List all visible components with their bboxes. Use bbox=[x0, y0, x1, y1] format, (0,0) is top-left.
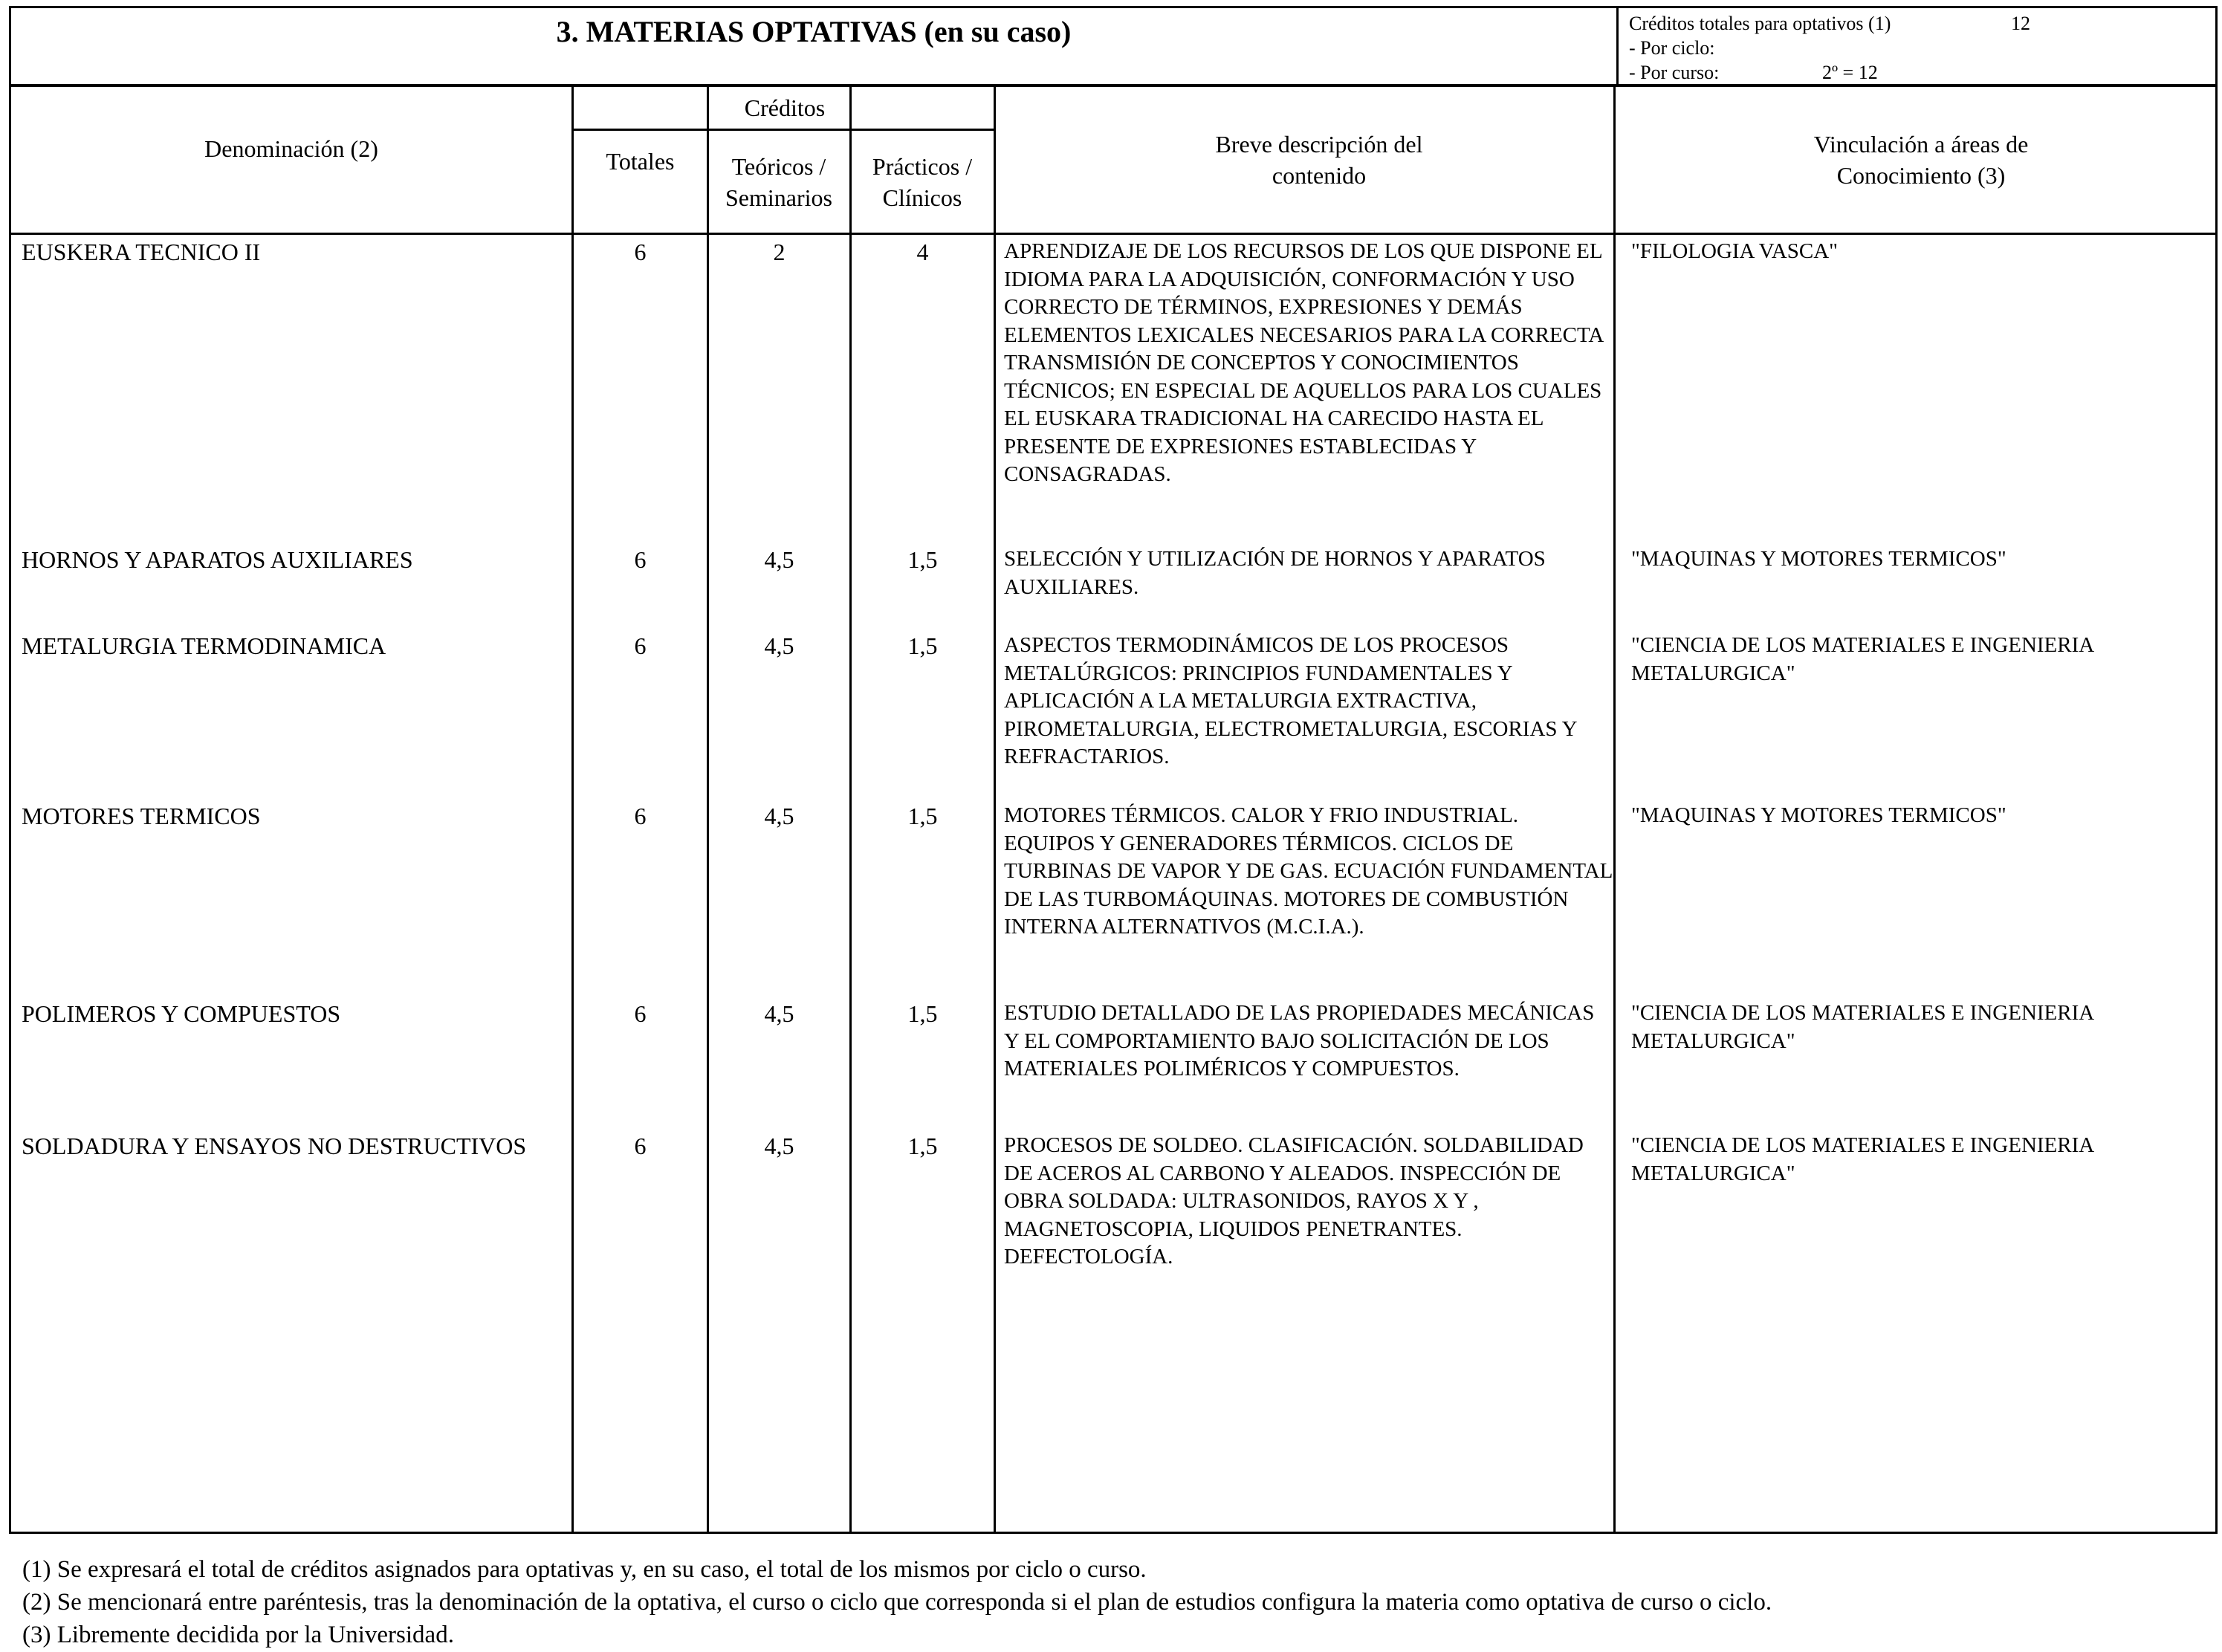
grid-line bbox=[11, 233, 2215, 235]
subject-description: MOTORES TÉRMICOS. CALOR Y FRIO INDUSTRIAL. EQUIPOS Y GENERADORES TÉRMICOS. CICLOS DE TURBINAS DE VAPOR Y DE GAS. ECUACIÓN FUNDAMENTAL DE LAS TURBOMÁQUINAS. MOTORES DE COMBUSTIÓN INTERNA ALTERNATIVOS (M.C.I.A.). bbox=[1004, 803, 1613, 939]
credits-total-value: 12 bbox=[2011, 13, 2030, 34]
credits-practicos: 1,5 bbox=[907, 632, 938, 659]
col-header-practicos: Prácticos / Clínicos bbox=[872, 152, 973, 211]
section-header bbox=[9, 6, 2218, 86]
credits-teoricos: 4,5 bbox=[764, 1133, 794, 1159]
footnote: (1) Se expresará el total de créditos asignados para optativas y, en su caso, el total de los mismos por ciclo o curso. bbox=[22, 1556, 1147, 1583]
credits-teoricos: 4,5 bbox=[764, 546, 794, 573]
subject-name: HORNOS Y APARATOS AUXILIARES bbox=[22, 546, 413, 573]
col-header-totales: Totales bbox=[606, 148, 675, 175]
credits-totales: 6 bbox=[634, 632, 647, 659]
credits-practicos: 1,5 bbox=[907, 803, 938, 829]
credits-practicos: 1,5 bbox=[907, 546, 938, 573]
knowledge-area: "CIENCIA DE LOS MATERIALES E INGENIERIA METALURGICA" bbox=[1631, 1001, 2093, 1053]
col-header-teoricos: Teóricos / Seminarios bbox=[725, 152, 832, 211]
col-header-descripcion: Breve descripción del contenido bbox=[1215, 131, 1423, 189]
knowledge-area: "CIENCIA DE LOS MATERIALES E INGENIERIA METALURGICA" bbox=[1631, 633, 2093, 685]
per-cycle-line bbox=[1629, 36, 2205, 60]
col-header-denominacion: Denominación (2) bbox=[204, 135, 378, 162]
col-header-vinculacion: Vinculación a áreas de Conocimiento (3) bbox=[1813, 131, 2029, 189]
credits-summary bbox=[1616, 8, 2215, 84]
subject-description: PROCESOS DE SOLDEO. CLASIFICACIÓN. SOLDABILIDAD DE ACEROS AL CARBONO Y ALEADOS. INSPECCIÓN DE OBRA SOLDADA: ULTRASONIDOS, RAYOS X Y , MAGNETOSCOPIA, LIQUIDOS PENETRANTES. DEFECTOLOGÍA. bbox=[1004, 1133, 1584, 1269]
credits-totales: 6 bbox=[634, 546, 647, 573]
section-title: 3. MATERIAS OPTATIVAS (en su caso) bbox=[556, 15, 1072, 48]
credits-teoricos: 4,5 bbox=[764, 632, 794, 659]
per-course-value: 2º = 12 bbox=[1822, 62, 1878, 83]
credits-teoricos: 2 bbox=[773, 239, 786, 265]
knowledge-area: "MAQUINAS Y MOTORES TERMICOS" bbox=[1631, 803, 2006, 827]
col-header-creditos: Créditos bbox=[744, 94, 826, 121]
footnotes bbox=[22, 1553, 1772, 1651]
subject-description: APRENDIZAJE DE LOS RECURSOS DE LOS QUE DISPONE EL IDIOMA PARA LA ADQUISICIÓN, CONFORMACIÓN Y USO CORRECTO DE TÉRMINOS, EXPRESIONES Y DEMÁS ELEMENTOS LEXICALES NECESARIOS PARA LA CORRECTA TRANSMISIÓN DE CONCEPTOS Y CONOCIMIENTOS TÉCNICOS; EN ESPECIAL DE AQUELLOS PARA LOS CUALES EL EUSKARA TRADICIONAL HA CARECIDO HASTA EL PRESENTE DE EXPRESIONES ESTABLECIDAS Y CONSAGRADAS. bbox=[1004, 239, 1603, 486]
credits-total-label: Créditos totales para optativos (1) bbox=[1629, 13, 1891, 34]
credits-totales: 6 bbox=[634, 1133, 647, 1159]
subject-name: EUSKERA TECNICO II bbox=[22, 239, 261, 265]
per-course-label: - Por curso: bbox=[1629, 62, 1720, 83]
subject-description: SELECCIÓN Y UTILIZACIÓN DE HORNOS Y APARATOS AUXILIARES. bbox=[1004, 547, 1546, 599]
subject-name: MOTORES TERMICOS bbox=[22, 803, 261, 829]
footnote: (2) Se mencionará entre paréntesis, tras la denominación de la optativa, el curso o ciclo que corresponda si el plan de estudios configura la materia como optativa de curso o ciclo. bbox=[22, 1589, 1772, 1616]
credits-teoricos: 4,5 bbox=[764, 803, 794, 829]
knowledge-area: "FILOLOGIA VASCA" bbox=[1631, 239, 1839, 263]
optativas-table bbox=[9, 85, 2218, 1534]
credits-practicos: 4 bbox=[916, 239, 929, 265]
credits-practicos: 1,5 bbox=[907, 1133, 938, 1159]
grid-line bbox=[994, 87, 996, 1532]
footnote: (3) Libremente decidida por la Universidad. bbox=[22, 1622, 454, 1648]
grid-line bbox=[1613, 87, 1616, 1532]
credits-practicos: 1,5 bbox=[907, 1000, 938, 1027]
per-cycle-label: - Por ciclo: bbox=[1629, 37, 1715, 59]
subject-description: ESTUDIO DETALLADO DE LAS PROPIEDADES MECÁNICAS Y EL COMPORTAMIENTO BAJO SOLICITACIÓN DE LOS MATERIALES POLIMÉRICOS Y COMPUESTOS. bbox=[1004, 1001, 1595, 1081]
credits-totales: 6 bbox=[634, 1000, 647, 1027]
per-course-line bbox=[1629, 60, 2205, 85]
credits-totales: 6 bbox=[634, 239, 647, 265]
knowledge-area: "MAQUINAS Y MOTORES TERMICOS" bbox=[1631, 547, 2006, 571]
credits-totales: 6 bbox=[634, 803, 647, 829]
credits-total-line bbox=[1629, 11, 2205, 36]
knowledge-area: "CIENCIA DE LOS MATERIALES E INGENIERIA METALURGICA" bbox=[1631, 1133, 2093, 1185]
subject-name: METALURGIA TERMODINAMICA bbox=[22, 632, 386, 659]
subject-name: POLIMEROS Y COMPUESTOS bbox=[22, 1000, 341, 1027]
subject-description: ASPECTOS TERMODINÁMICOS DE LOS PROCESOS METALÚRGICOS: PRINCIPIOS FUNDAMENTALES Y APLICACIÓN A LA METALURGIA EXTRACTIVA, PIROMETALURGIA, ELECTROMETALURGIA, ESCORIAS Y REFRACTARIOS. bbox=[1004, 633, 1577, 768]
credits-teoricos: 4,5 bbox=[764, 1000, 794, 1027]
subject-name: SOLDADURA Y ENSAYOS NO DESTRUCTIVOS bbox=[22, 1133, 527, 1159]
